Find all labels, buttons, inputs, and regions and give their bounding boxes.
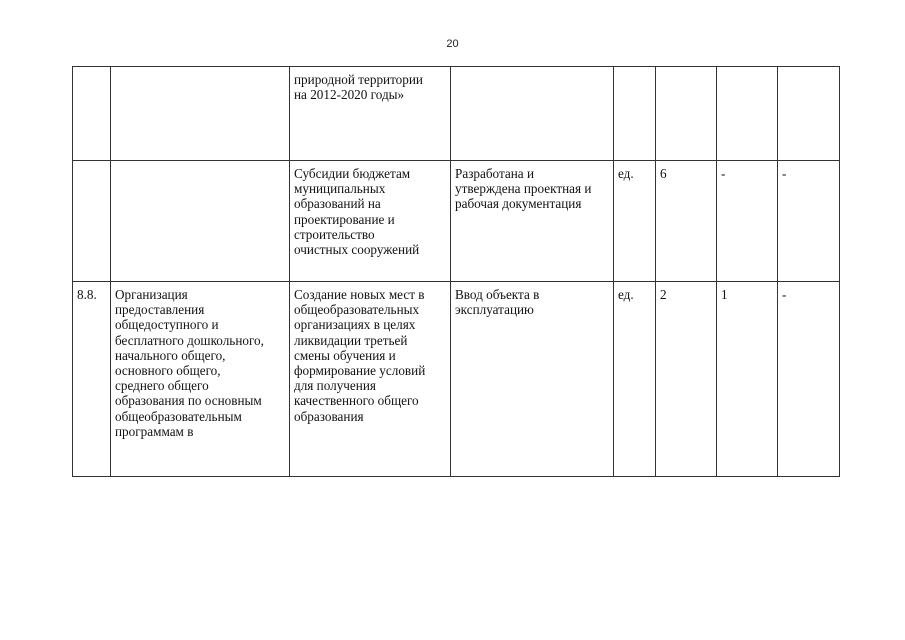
- program-measures-table: [72, 66, 840, 477]
- value-cell-3: [778, 67, 840, 161]
- value-cell-1: 6: [656, 161, 717, 282]
- activity-cell: природной территории на 2012-2020 годы»: [290, 67, 451, 161]
- result-cell: Разработана и утверждена проектная и рабочая документация: [451, 161, 614, 282]
- unit-cell: ед.: [614, 282, 656, 477]
- value-cell-2: 1: [717, 282, 778, 477]
- value-cell-3: -: [778, 282, 840, 477]
- item-number-cell: [73, 161, 111, 282]
- activity-cell: Создание новых мест в общеобразовательных организациях в целях ликвидации третьей смены обучения и формирование условий для получения качественного общего образования: [290, 282, 451, 477]
- value-cell-1: [656, 67, 717, 161]
- measure-name-cell: Организация предоставления общедоступного и бесплатного дошкольного, начального общего, основного общего, среднего общего образования по основным общеобразовательным программам в: [111, 282, 290, 477]
- item-number-cell: [73, 67, 111, 161]
- unit-cell: ед.: [614, 161, 656, 282]
- table-row: [73, 282, 840, 477]
- measure-name-cell: [111, 161, 290, 282]
- value-cell-2: [717, 67, 778, 161]
- unit-cell: [614, 67, 656, 161]
- result-cell: Ввод объекта в эксплуатацию: [451, 282, 614, 477]
- table-row: [73, 161, 840, 282]
- measure-name-cell: [111, 67, 290, 161]
- table-row: [73, 67, 840, 161]
- value-cell-1: 2: [656, 282, 717, 477]
- item-number-cell: 8.8.: [73, 282, 111, 477]
- value-cell-3: -: [778, 161, 840, 282]
- result-cell: [451, 67, 614, 161]
- value-cell-2: -: [717, 161, 778, 282]
- activity-cell: Субсидии бюджетам муниципальных образований на проектирование и строительство очистных сооружений: [290, 161, 451, 282]
- page-number: 20: [446, 38, 459, 50]
